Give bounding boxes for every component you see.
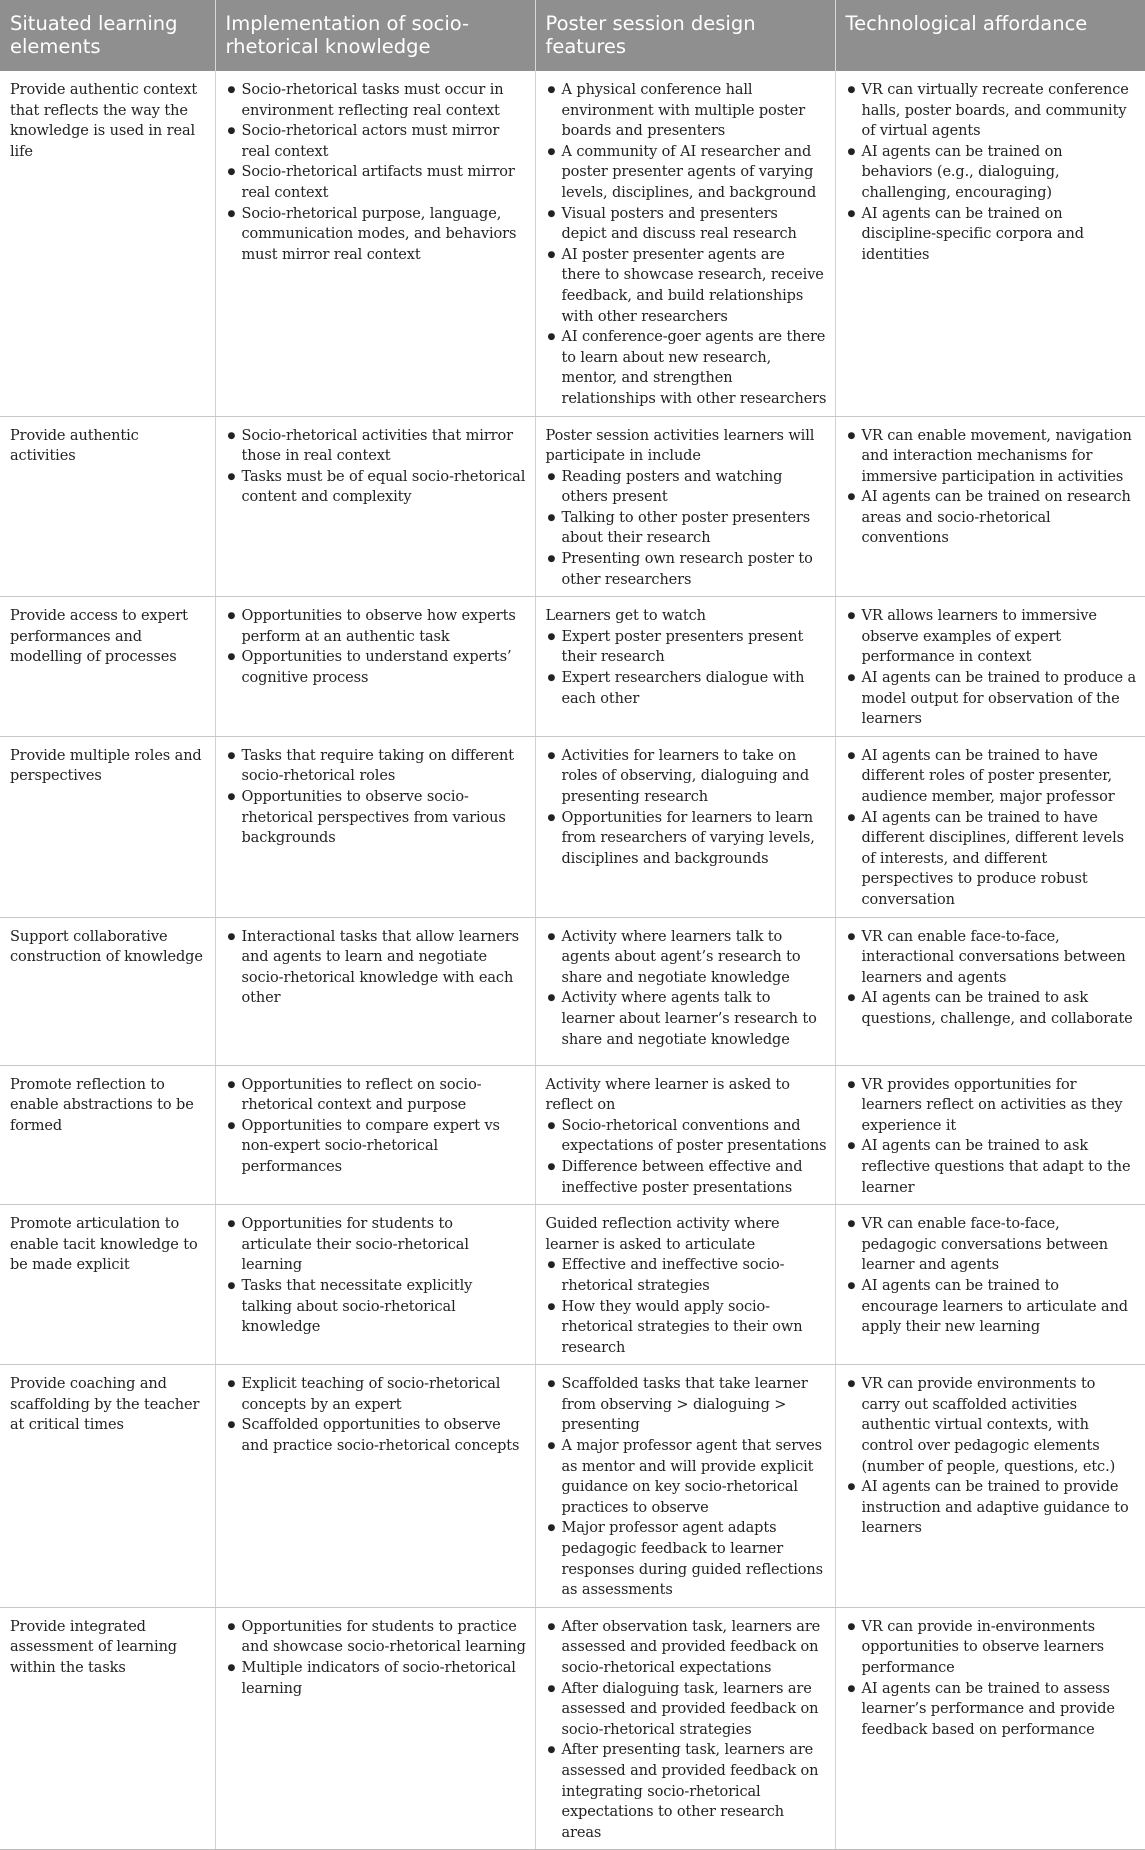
technology-item: ● AI agents can be trained to provide instruction and adaptive guidance to learners	[846, 1477, 1138, 1539]
implementation-item: ● Opportunities to reflect on socio-rhetorical context and purpose	[226, 1075, 527, 1116]
technology-item: ● VR allows learners to immersive observe examples of expert performance in context	[846, 606, 1138, 668]
header-design-features: Poster session design features	[535, 0, 835, 71]
technology-item: ● VR can enable movement, navigation and interaction mechanisms for immersive participation in activities	[846, 426, 1138, 488]
cell-implementation	[215, 1205, 535, 1365]
design-item: ● Expert researchers dialogue with each other	[546, 668, 827, 709]
design-item: ● After observation task, learners are assessed and provided feedback on socio-rhetorical expectations	[546, 1617, 827, 1679]
table-body	[0, 71, 1145, 1850]
technology-item: ● VR can enable face-to-face, interactional conversations between learners and agents	[846, 927, 1138, 989]
table-header	[0, 0, 1145, 71]
design-intro-text: Learners get to watch	[545, 608, 706, 625]
table-row	[0, 1065, 1145, 1205]
cell-implementation	[215, 917, 535, 1065]
implementation-item: ● Opportunities to understand experts’ cognitive process	[226, 647, 527, 688]
implementation-item: ● Interactional tasks that allow learners and agents to learn and negotiate socio-rhetorical knowledge with each other	[226, 927, 527, 1009]
technology-item: ● AI agents can be trained to ask reflective questions that adapt to the learner	[846, 1136, 1138, 1198]
table-row	[0, 736, 1145, 917]
implementation-item: ● Socio-rhetorical artifacts must mirror real context	[226, 162, 527, 203]
design-item: ● Visual posters and presenters depict and discuss real research	[546, 204, 827, 245]
cell-design-features	[535, 917, 835, 1065]
cell-design-features	[535, 416, 835, 597]
implementation-item: ● Opportunities for students to articulate their socio-rhetorical learning	[226, 1214, 527, 1276]
implementation-item: ● Opportunities to compare expert vs non-expert socio-rhetorical performances	[226, 1116, 527, 1178]
design-list	[546, 927, 827, 1051]
cell-design-features	[535, 736, 835, 917]
design-item: ● Activity where agents talk to learner about learner’s research to share and negotiate knowledge	[546, 988, 827, 1050]
implementation-item: ● Tasks that necessitate explicitly talking about socio-rhetorical knowledge	[226, 1276, 527, 1338]
implementation-item: ● Opportunities to observe how experts perform at an authentic task	[226, 606, 527, 647]
cell-situated-element: Provide coaching and scaffolding by the teacher at critical times	[0, 1365, 215, 1608]
technology-item: ● AI agents can be trained on research areas and socio-rhetorical conventions	[846, 487, 1138, 549]
implementation-item: ● Socio-rhetorical actors must mirror real context	[226, 121, 527, 162]
design-item: ● Effective and ineffective socio-rhetorical strategies	[546, 1255, 827, 1296]
design-intro-text: Poster session activities learners will participate in include	[545, 427, 815, 465]
design-item: ● Presenting own research poster to other researchers	[546, 549, 827, 590]
cell-design-features	[535, 1205, 835, 1365]
implementation-item: ● Socio-rhetorical tasks must occur in environment reflecting real context	[226, 80, 527, 121]
cell-technological-affordance	[835, 917, 1145, 1065]
implementation-item: ● Multiple indicators of socio-rhetorical learning	[226, 1658, 527, 1699]
implementation-list	[226, 746, 527, 849]
design-list	[546, 627, 827, 709]
technology-item: ● VR can provide in-environments opportunities to observe learners performance	[846, 1617, 1138, 1679]
implementation-item: ● Explicit teaching of socio-rhetorical concepts by an expert	[226, 1374, 527, 1415]
technology-item: ● AI agents can be trained to ask questions, challenge, and collaborate	[846, 988, 1138, 1029]
design-list	[546, 467, 827, 591]
design-item: ● AI poster presenter agents are there to showcase research, receive feedback, and build relationships with other researchers	[546, 245, 827, 327]
cell-design-features	[535, 1607, 835, 1850]
cell-situated-element: Provide integrated assessment of learning within the tasks	[0, 1607, 215, 1850]
cell-technological-affordance	[835, 1065, 1145, 1205]
cell-technological-affordance	[835, 1365, 1145, 1608]
table-row	[0, 1365, 1145, 1608]
cell-situated-element: Promote reflection to enable abstractions to be formed	[0, 1065, 215, 1205]
cell-technological-affordance	[835, 1205, 1145, 1365]
cell-technological-affordance	[835, 71, 1145, 416]
header-row	[0, 0, 1145, 71]
technology-item: ● AI agents can be trained to encourage learners to articulate and apply their new learning	[846, 1276, 1138, 1338]
design-item: ● After presenting task, learners are assessed and provided feedback on integrating socio-rhetorical expectations to other research areas	[546, 1740, 827, 1843]
implementation-item: ● Opportunities to observe socio-rhetorical perspectives from various backgrounds	[226, 787, 527, 849]
implementation-list	[226, 606, 527, 688]
design-list	[546, 80, 827, 410]
cell-situated-element: Promote articulation to enable tacit knowledge to be made explicit	[0, 1205, 215, 1365]
implementation-item: ● Opportunities for students to practice and showcase socio-rhetorical learning	[226, 1617, 527, 1658]
cell-technological-affordance	[835, 1607, 1145, 1850]
design-item: ● Activities for learners to take on roles of observing, dialoguing and presenting research	[546, 746, 827, 808]
design-item: ● Talking to other poster presenters about their research	[546, 508, 827, 549]
design-item: ● How they would apply socio-rhetorical strategies to their own research	[546, 1297, 827, 1359]
cell-technological-affordance	[835, 416, 1145, 597]
table-row	[0, 1607, 1145, 1850]
header-situated-learning-elements: Situated learning elements	[0, 0, 215, 71]
technology-list	[846, 746, 1138, 911]
implementation-list	[226, 1617, 527, 1699]
design-item: ● Reading posters and watching others present	[546, 467, 827, 508]
cell-implementation	[215, 1365, 535, 1608]
cell-situated-element: Support collaborative construction of knowledge	[0, 917, 215, 1065]
cell-technological-affordance	[835, 597, 1145, 737]
technology-list	[846, 1214, 1138, 1338]
design-item: ● Opportunities for learners to learn from researchers of varying levels, disciplines and backgrounds	[546, 808, 827, 870]
design-intro-text: Activity where learner is asked to reflect on	[545, 1076, 790, 1114]
technology-list	[846, 1075, 1138, 1199]
implementation-list	[226, 80, 527, 265]
technology-item: ● AI agents can be trained on discipline-specific corpora and identities	[846, 204, 1138, 266]
cell-implementation	[215, 736, 535, 917]
technology-list	[846, 426, 1138, 550]
technology-item: ● AI agents can be trained on behaviors (e.g., dialoguing, challenging, encouraging)	[846, 142, 1138, 204]
technology-item: ● AI agents can be trained to have different roles of poster presenter, audience member, major professor	[846, 746, 1138, 808]
header-implementation: Implementation of socio-rhetorical knowledge	[215, 0, 535, 71]
design-intro-text: Guided reflection activity where learner is asked to articulate	[545, 1216, 780, 1253]
cell-situated-element: Provide authentic context that reflects the way the knowledge is used in real life	[0, 71, 215, 416]
header-technological-affordance: Technological affordance	[835, 0, 1145, 71]
table-row	[0, 917, 1145, 1065]
design-item: ● Socio-rhetorical conventions and expectations of poster presentations	[546, 1116, 827, 1157]
table-row	[0, 71, 1145, 416]
cell-implementation	[215, 71, 535, 416]
design-list	[546, 1255, 827, 1358]
technology-list	[846, 606, 1138, 730]
cell-design-features	[535, 597, 835, 737]
design-item: ● A major professor agent that serves as mentor and will provide explicit guidance on key socio-rhetorical practices to observe	[546, 1436, 827, 1518]
design-item: ● After dialoguing task, learners are assessed and provided feedback on socio-rhetorical strategies	[546, 1679, 827, 1741]
technology-item: ● AI agents can be trained to assess learner’s performance and provide feedback based on performance	[846, 1679, 1138, 1741]
design-item: ● Scaffolded tasks that take learner from observing > dialoguing > presenting	[546, 1374, 827, 1436]
cell-technological-affordance	[835, 736, 1145, 917]
implementation-item: ● Scaffolded opportunities to observe and practice socio-rhetorical concepts	[226, 1415, 527, 1456]
implementation-list	[226, 1075, 527, 1178]
implementation-list	[226, 426, 527, 508]
technology-item: ● VR can enable face-to-face, pedagogic conversations between learner and agents	[846, 1214, 1138, 1276]
technology-list	[846, 80, 1138, 265]
design-list	[546, 746, 827, 870]
implementation-item: ● Socio-rhetorical activities that mirror those in real context	[226, 426, 527, 467]
design-item: ● A community of AI researcher and poster presenter agents of varying levels, disciplines, and background	[546, 142, 827, 204]
cell-situated-element: Provide multiple roles and perspectives	[0, 736, 215, 917]
technology-item: ● AI agents can be trained to have different disciplines, different levels of interests, and different perspectives to produce robust conversation	[846, 808, 1138, 911]
design-list	[546, 1374, 827, 1601]
design-list	[546, 1116, 827, 1198]
design-item: ● Activity where learners talk to agents about agent’s research to share and negotiate knowledge	[546, 927, 827, 989]
design-item: ● A physical conference hall environment with multiple poster boards and presenters	[546, 80, 827, 142]
cell-situated-element: Provide authentic activities	[0, 416, 215, 597]
design-item: ● Expert poster presenters present their research	[546, 627, 827, 668]
table-row	[0, 1205, 1145, 1365]
technology-list	[846, 1617, 1138, 1741]
cell-implementation	[215, 597, 535, 737]
cell-design-features	[535, 1065, 835, 1205]
cell-design-features	[535, 71, 835, 416]
design-item: ● Major professor agent adapts pedagogic feedback to learner responses during guided reflections as assessments	[546, 1518, 827, 1600]
technology-item: ● VR provides opportunities for learners reflect on activities as they experience it	[846, 1075, 1138, 1137]
technology-item: ● AI agents can be trained to produce a model output for observation of the learners	[846, 668, 1138, 730]
table-row	[0, 597, 1145, 737]
table-row	[0, 416, 1145, 597]
design-list	[546, 1617, 827, 1844]
technology-list	[846, 927, 1138, 1030]
cell-situated-element: Provide access to expert performances and modelling of processes	[0, 597, 215, 737]
technology-item: ● VR can virtually recreate conference halls, poster boards, and community of virtual agents	[846, 80, 1138, 142]
implementation-list	[226, 1374, 527, 1456]
cell-implementation	[215, 1607, 535, 1850]
implementation-list	[226, 927, 527, 1009]
cell-implementation	[215, 1065, 535, 1205]
implementation-item: ● Tasks must be of equal socio-rhetorical content and complexity	[226, 467, 527, 508]
technology-list	[846, 1374, 1138, 1539]
implementation-list	[226, 1214, 527, 1338]
cell-design-features	[535, 1365, 835, 1608]
cell-implementation	[215, 416, 535, 597]
technology-item: ● VR can provide environments to carry out scaffolded activities authentic virtual contexts, with control over pedagogic elements (number of people, questions, etc.)	[846, 1374, 1138, 1477]
design-item: ● Difference between effective and ineffective poster presentations	[546, 1157, 827, 1198]
implementation-item: ● Tasks that require taking on different socio-rhetorical roles	[226, 746, 527, 787]
implementation-item: ● Socio-rhetorical purpose, language, communication modes, and behaviors must mirror real context	[226, 204, 527, 266]
design-item: ● AI conference-goer agents are there to learn about new research, mentor, and strengthen relationships with other researchers	[546, 327, 827, 409]
